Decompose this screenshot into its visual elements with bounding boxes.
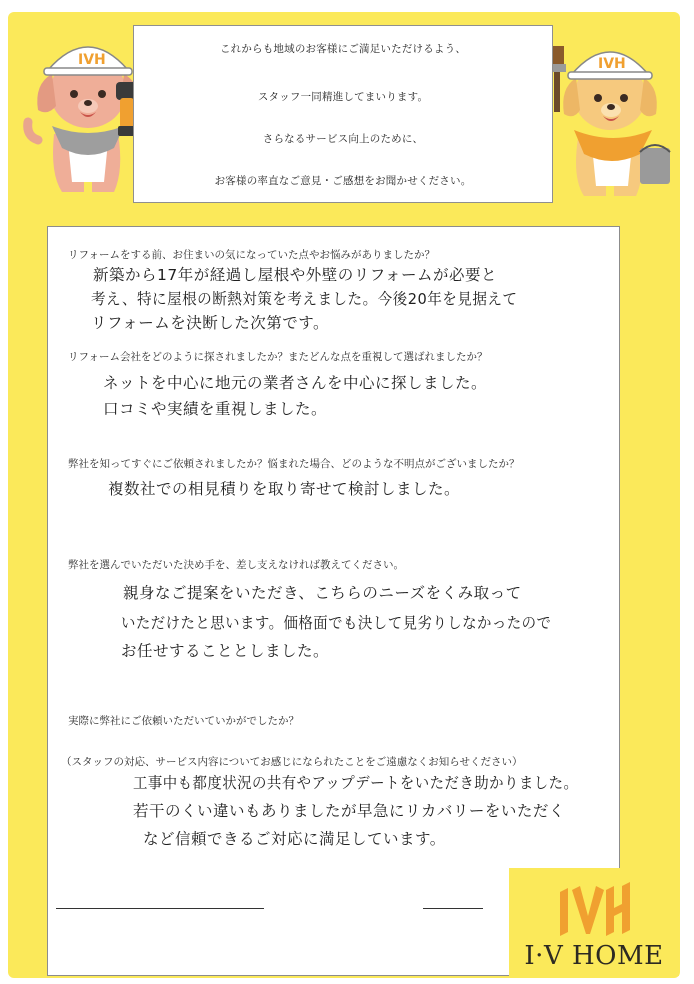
company-name: I·V HOME <box>524 941 664 971</box>
answer-1-line-3: リフォームを決断した次第です。 <box>91 314 329 332</box>
answer-5-line-1: 工事中も都度状況の共有やアップデートをいただき助かりました。 <box>133 774 579 792</box>
signature-line-left <box>56 908 264 909</box>
svg-text:IVH: IVH <box>598 56 626 72</box>
answer-2-line-2: 口コミや実績を重視しました。 <box>103 400 328 418</box>
intro-line-4: お客様の率直なご意見・ご感想をお聞かせください。 <box>214 175 472 187</box>
answer-5-line-3: など信頼できるご対応に満足しています。 <box>143 830 446 848</box>
dog-mascot-paintbrush-icon <box>548 26 678 202</box>
intro-line-2: スタッフ一同精進してまいります。 <box>257 91 429 103</box>
answer-4-line-3: お任せすることとしました。 <box>121 642 330 660</box>
answer-2-line-1: ネットを中心に地元の業者さんを中心に探しました。 <box>103 374 488 392</box>
survey-box <box>47 226 620 976</box>
answer-3-line-1: 複数社での相見積りを取り寄せて検討しました。 <box>108 480 461 498</box>
svg-text:IVH: IVH <box>78 52 106 68</box>
question-1: リフォームをする前、お住まいの気になっていた点やお悩みがありましたか？ <box>68 249 435 261</box>
answer-4-line-1: 親身なご提案をいただき、こちらのニーズをくみ取って <box>123 584 522 602</box>
intro-line-3: さらなるサービス向上のために、 <box>262 133 424 145</box>
question-2: リフォーム会社をどのように探されましたか？またどんな点を重視して選ばれましたか？ <box>68 351 488 363</box>
intro-line-1: これからも地域のお客様にご満足いただけるよう、 <box>219 43 467 55</box>
question-4: 弊社を選んでいただいた決め手を、差し支えなければ教えてください。 <box>68 559 404 571</box>
question-5: 実際に弊社にご依頼いただいていかがでしたか？ <box>68 715 299 727</box>
ivh-logo-mark <box>554 882 634 938</box>
signature-line-right <box>423 908 483 909</box>
question-3: 弊社を知ってすぐにご依頼されましたか？悩まれた場合、どのような不明点がございましたか？ <box>68 458 520 470</box>
answer-4-line-2: いただけたと思います。価格面でも決して見劣りしなかったので <box>121 614 552 632</box>
company-logo <box>509 868 679 976</box>
answer-1-line-1: 新築から17年が経過し屋根や外壁のリフォームが必要と <box>93 266 497 284</box>
answer-1-line-2: 考え、特に屋根の断熱対策を考えました。今後20年を見据えて <box>91 290 518 308</box>
intro-message-box <box>133 25 553 203</box>
answer-5-line-2: 若干のくい違いもありましたが早急にリカバリーをいただく <box>133 802 565 820</box>
question-5-subnote: （スタッフの対応、サービス内容についてお感じになられたことをご遠慮なくお知らせください） <box>61 756 523 768</box>
